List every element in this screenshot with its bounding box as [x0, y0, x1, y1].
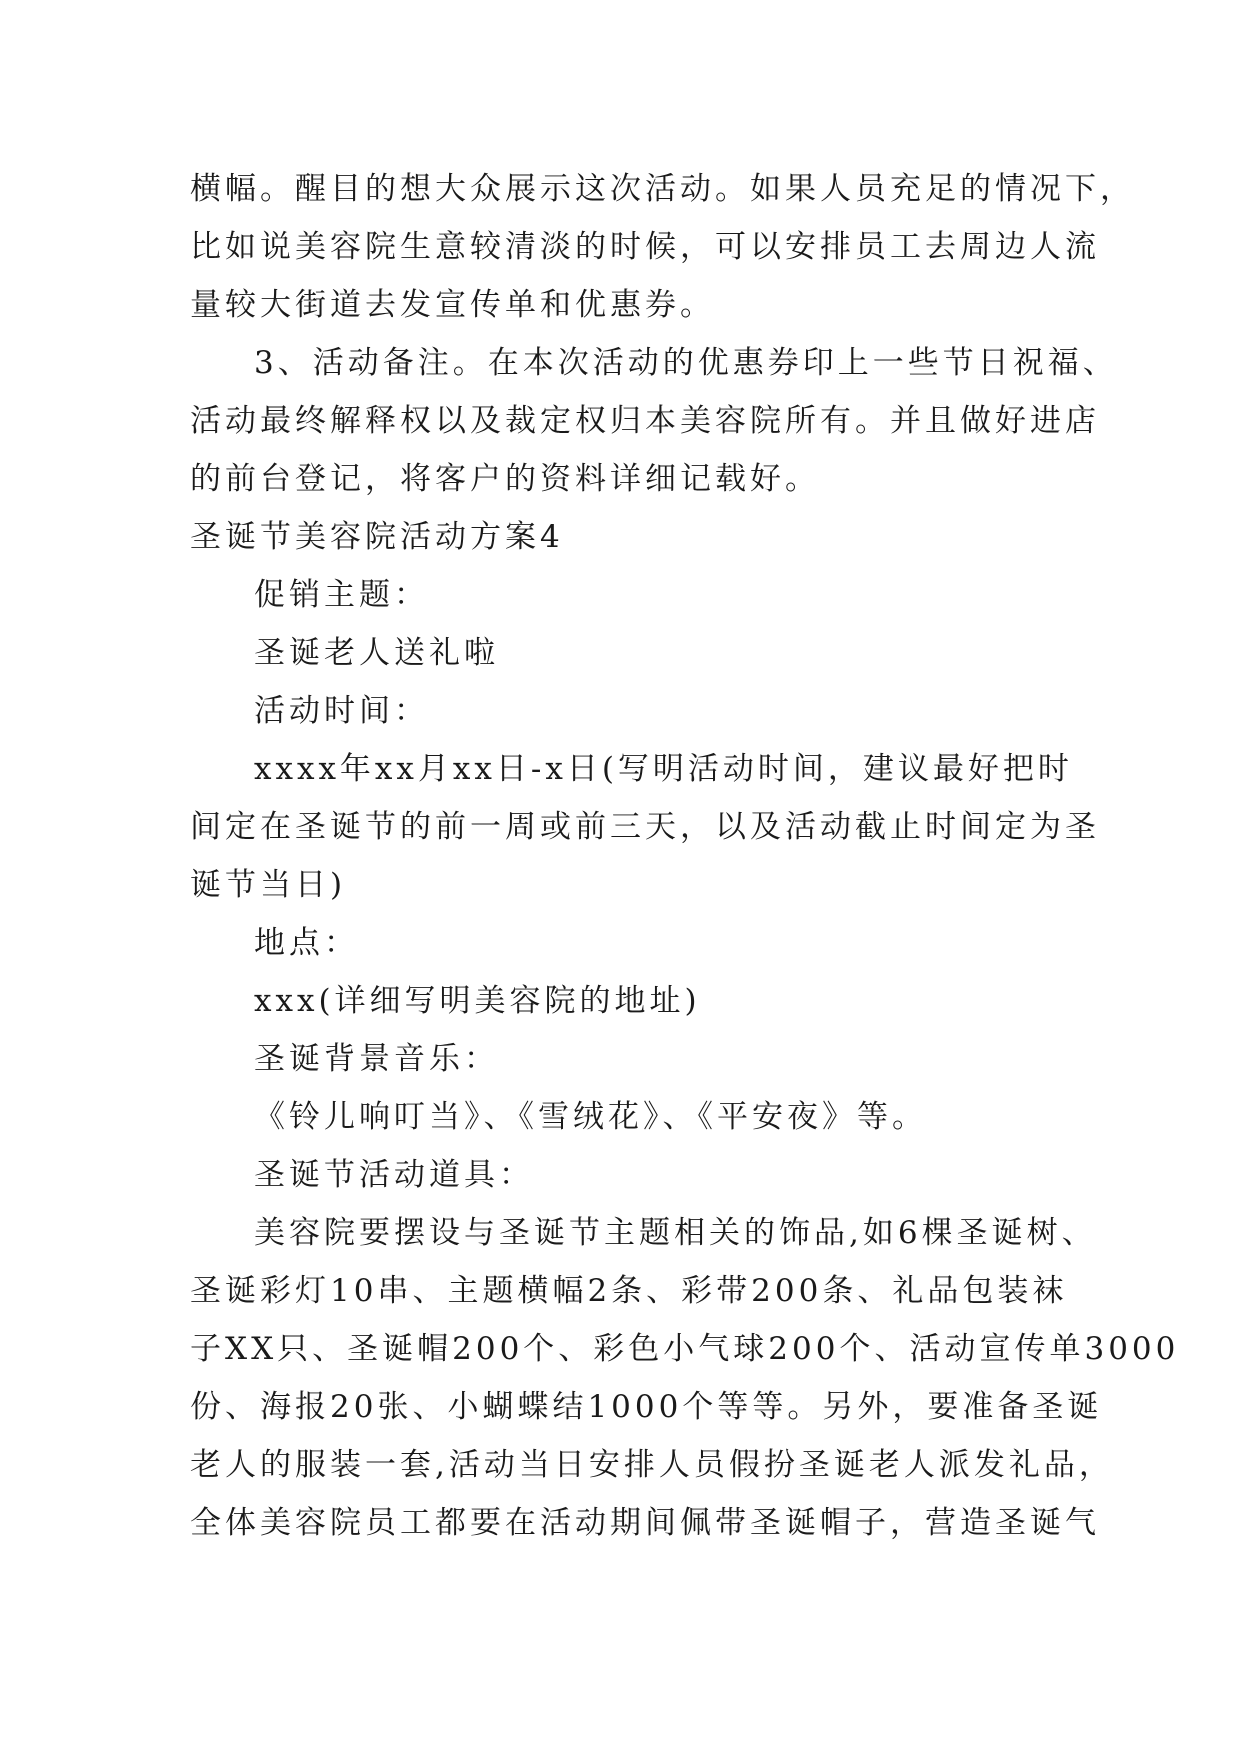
paragraph-start-line: 地点：: [254, 925, 359, 961]
paragraph-start-line: 圣诞背景音乐：: [254, 1041, 499, 1077]
text-line: 诞节当日): [190, 867, 347, 903]
text-line: 子XX只、圣诞帽200个、彩色小气球200个、活动宣传单3000: [190, 1331, 1180, 1367]
section-heading: 圣诞节美容院活动方案4: [190, 519, 564, 555]
paragraph-start-line: 《铃儿响叮当》、《雪绒花》、《平安夜》等。: [254, 1099, 927, 1135]
text-line: 横幅。醒目的想大众展示这次活动。如果人员充足的情况下，: [190, 171, 1135, 207]
paragraph-start-line: xxxx年xx月xx日-x日(写明活动时间，建议最好把时: [254, 751, 1073, 787]
document-body: [190, 160, 1180, 1552]
paragraph-start-line: 圣诞老人送礼啦: [254, 635, 499, 671]
text-line: 间定在圣诞节的前一周或前三天，以及活动截止时间定为圣: [190, 809, 1100, 845]
text-line: 老人的服装一套,活动当日安排人员假扮圣诞老人派发礼品，: [190, 1447, 1114, 1483]
paragraph-start-line: 圣诞节活动道具：: [254, 1157, 534, 1193]
paragraph-start-line: xxx(详细写明美容院的地址): [254, 983, 701, 1019]
paragraph-start-line: 促销主题：: [254, 577, 429, 613]
text-line: 全体美容院员工都要在活动期间佩带圣诞帽子，营造圣诞气: [190, 1505, 1100, 1541]
text-line: 量较大街道去发宣传单和优惠券。: [190, 287, 715, 323]
paragraph-start-line: 3、活动备注。在本次活动的优惠券印上一些节日祝福、: [254, 345, 1118, 381]
text-line: 份、海报20张、小蝴蝶结1000个等等。另外，要准备圣诞: [190, 1389, 1103, 1425]
text-line: 活动最终解释权以及裁定权归本美容院所有。并且做好进店: [190, 403, 1100, 439]
paragraph-start-line: 活动时间：: [254, 693, 429, 729]
text-line: 比如说美容院生意较清淡的时候，可以安排员工去周边人流: [190, 229, 1100, 265]
text-line: 的前台登记，将客户的资料详细记载好。: [190, 461, 820, 497]
paragraph-start-line: 美容院要摆设与圣诞节主题相关的饰品,如6棵圣诞树、: [254, 1215, 1097, 1251]
text-line: 圣诞彩灯10串、主题横幅2条、彩带200条、礼品包装袜: [190, 1273, 1068, 1309]
